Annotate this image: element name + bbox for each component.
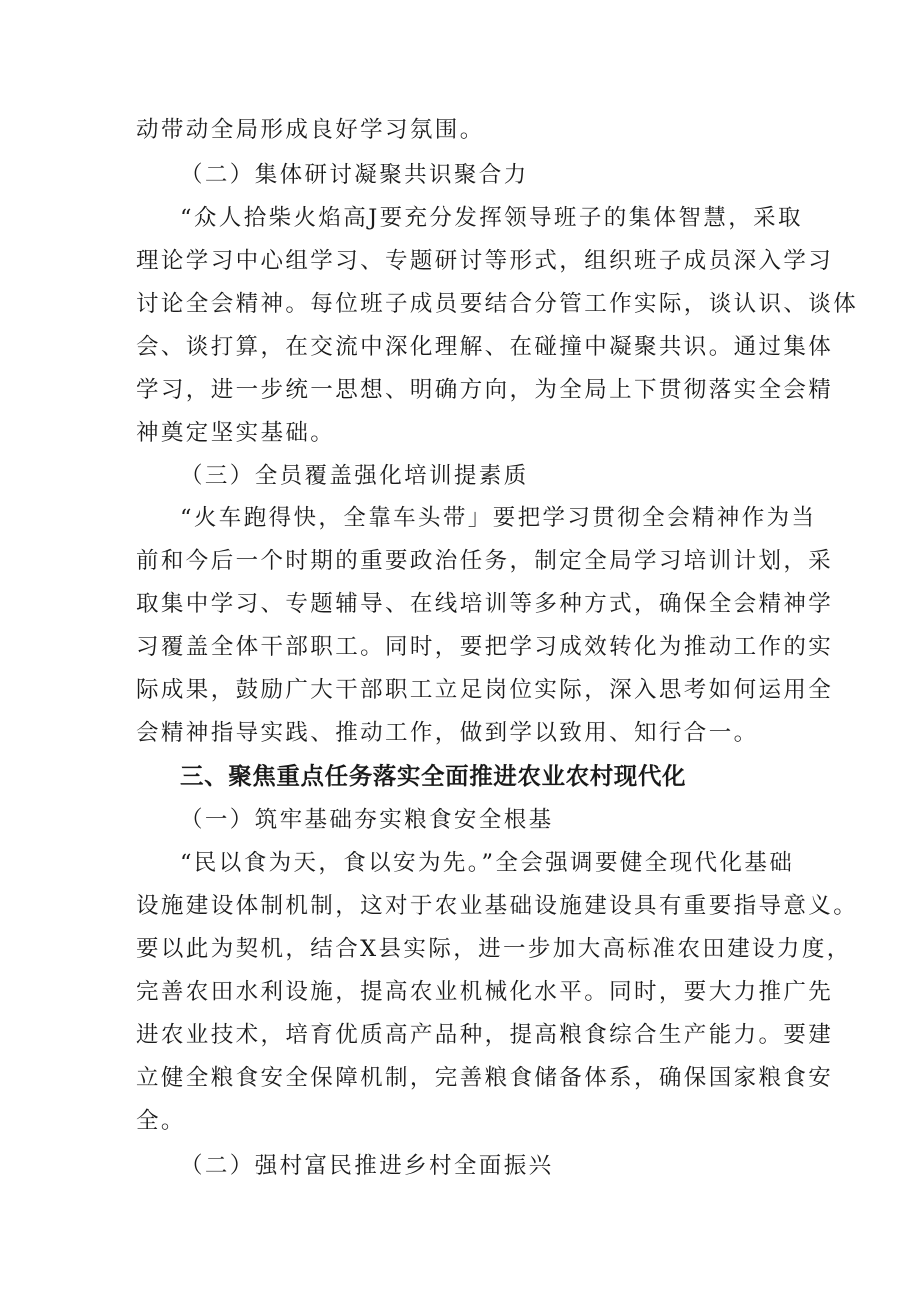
paragraph-line: “火车跑得快，全靠车头带」要把学习贯彻全会精神作为当 [180, 505, 817, 531]
subheading: （二）集体研讨凝聚共识聚合力 [180, 162, 529, 188]
paragraph-line: 前和今后一个时期的重要政治任务，制定全局学习培训计划，采 [136, 548, 834, 574]
paragraph-line: 神奠定坚实基础。 [136, 420, 336, 446]
paragraph-line: 立健全粮食安全保障机制，完善粮食储备体系，确保国家粮食安 [136, 1065, 834, 1091]
paragraph-line: 进农业技术，培育优质高产品种，提高粮食综合生产能力。要建 [136, 1022, 834, 1048]
paragraph-line: 学习，进一步统一思想、明确方向，为全局上下贯彻落实全会精 [136, 377, 834, 403]
paragraph-line: 理论学习中心组学习、专题研讨等形式，组织班子成员深入学习 [136, 248, 834, 274]
subheading: （一）筑牢基础夯实粮食安全根基 [180, 807, 554, 833]
paragraph-line: 全。 [136, 1108, 186, 1134]
paragraph-line: “民以食为天，食以安为先。”全会强调要健全现代化基础 [180, 850, 795, 876]
paragraph-line: 讨论全会精神。每位班子成员要结合分管工作实际，谈认识、谈体 [136, 291, 859, 317]
paragraph-line: 动带动全局形成良好学习氛围。 [136, 117, 485, 143]
paragraph-line: “众人拾柴火焰高J要充分发挥领导班子的集体智慧，采取 [180, 205, 803, 231]
paragraph-line: 习覆盖全体干部职工。同时，要把学习成效转化为推动工作的实 [136, 634, 834, 660]
paragraph-line: 际成果，鼓励广大干部职工立足岗位实际，深入思考如何运用全 [136, 677, 834, 703]
section-heading: 三、聚焦重点任务落实全面推进农业农村现代化 [180, 762, 687, 790]
paragraph-line: 会、谈打算，在交流中深化理解、在碰撞中凝聚共识。通过集体 [136, 334, 834, 360]
paragraph-line: 设施建设体制机制，这对于农业基础设施建设具有重要指导意义。 [136, 893, 859, 919]
paragraph-line: 会精神指导实践、推动工作，做到学以致用、知行合一。 [136, 720, 759, 746]
paragraph-line: 完善农田水利设施，提高农业机械化水平。同时，要大力推广先 [136, 979, 834, 1005]
paragraph-line: 取集中学习、专题辅导、在线培训等多种方式，确保全会精神学 [136, 591, 834, 617]
paragraph-line: 要以此为契机，结合X县实际，进一步加大高标准农田建设力度， [136, 936, 852, 962]
subheading: （二）强村富民推进乡村全面振兴 [180, 1153, 554, 1179]
subheading: （三）全员覆盖强化培训提素质 [180, 463, 529, 489]
